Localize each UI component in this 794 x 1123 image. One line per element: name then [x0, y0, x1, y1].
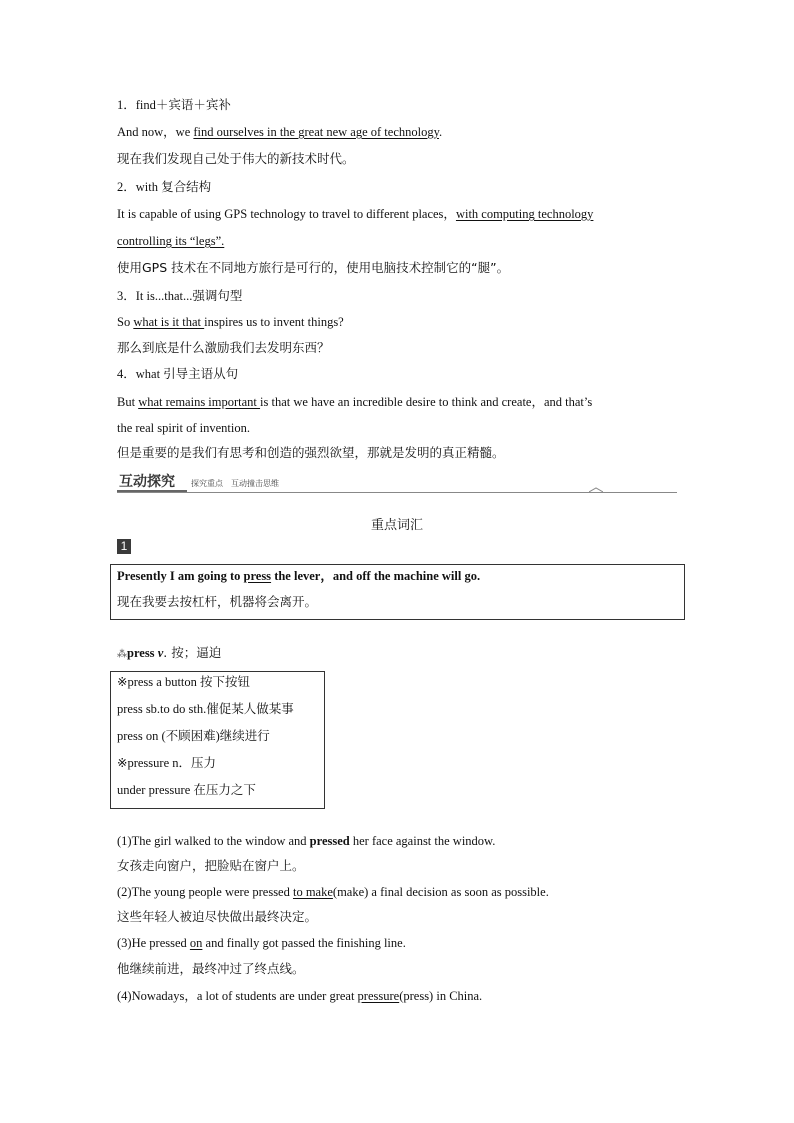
- underlined-answer: controlling its “legs”.: [117, 234, 225, 248]
- banner-subtitle: 探究重点 互动撞击思维: [191, 479, 279, 488]
- example-what-zh: 但是重要的是我们有思考和创造的强烈欲望，那就是发明的真正精髓。: [117, 445, 505, 460]
- banner-title: 互动探究: [119, 474, 175, 490]
- example-sentence-zh: 现在我要去按杠杆，机器将会离开。: [117, 594, 318, 609]
- bold-answer: pressed: [309, 834, 350, 848]
- example-sentence-en: [117, 568, 480, 584]
- text: .: [439, 125, 443, 139]
- example-with-en: [117, 206, 593, 222]
- text: (3)He pressed: [117, 936, 190, 950]
- headword: press: [127, 646, 155, 660]
- underlined-answer: pressure: [357, 989, 400, 1003]
- vocab-title: 重点词汇: [370, 518, 423, 533]
- banner-notch-icon: [589, 487, 603, 495]
- text: inspires us to invent things?: [204, 315, 344, 329]
- text: (4)Nowadays，a lot of students are under great: [117, 989, 358, 1003]
- text: and finally got passed the finishing line.: [202, 936, 406, 950]
- heading-what-clause: 4．what 引导主语从句: [117, 367, 239, 381]
- underlined-answer: what remains important: [138, 395, 261, 409]
- exercise-4: [117, 988, 482, 1004]
- exercise-3: [117, 935, 406, 951]
- text: (make) a final decision as soon as possible.: [332, 885, 549, 899]
- text: It is capable of using GPS technology to travel to different places，: [117, 207, 456, 221]
- text: (press) in China.: [399, 989, 483, 1003]
- text: is that we have an incredible desire to think and create，and that’s: [260, 395, 593, 409]
- word-entry: [117, 645, 221, 663]
- underlined-answer: find ourselves in the great new age of technology: [193, 125, 440, 139]
- exercise-1: [117, 833, 495, 849]
- underlined-word: press: [243, 569, 272, 583]
- example-what-en-line2: the real spirit of invention.: [117, 421, 250, 435]
- text: her face against the window.: [349, 834, 496, 848]
- example-find-zh: 现在我们发现自己处于伟大的新技术时代。: [117, 151, 355, 166]
- example-it-is-en: [117, 314, 344, 330]
- exercise-3-zh: 他继续前进，最终冲过了终点线。: [117, 961, 305, 976]
- heading-find: 1．find＋宾语＋宾补: [117, 98, 231, 112]
- text: And now，we: [117, 125, 194, 139]
- underlined-answer: with computing technology: [455, 207, 594, 221]
- heading-it-is-that: 3．It is...that...强调句型: [117, 289, 243, 303]
- exercise-2-zh: 这些年轻人被迫尽快做出最终决定。: [117, 909, 318, 924]
- example-with-zh: 使用GPS 技术在不同地方旅行是可行的，使用电脑技术控制它的“腿”。: [117, 260, 510, 275]
- example-what-en: [117, 394, 592, 410]
- example-with-en-line2: [117, 233, 224, 249]
- example-it-is-zh: 那么到底是什么激励我们去发明东西？: [117, 340, 330, 355]
- underlined-answer: on: [189, 936, 203, 950]
- phrase-line: press on (不顾困难)继续进行: [117, 729, 270, 743]
- part-of-speech: v: [154, 646, 164, 660]
- section-banner: [117, 471, 677, 495]
- phrase-line: ※press a button 按下按钮: [117, 675, 251, 689]
- underlined-answer: to make: [292, 885, 333, 899]
- item-number-badge: 1: [117, 539, 131, 554]
- word-mark-icon: ⁂: [117, 649, 127, 660]
- text: the lever，and off the machine will go.: [271, 569, 481, 583]
- phrase-box: [110, 671, 325, 809]
- text: So: [117, 315, 134, 329]
- text: (2)The young people were pressed: [117, 885, 293, 899]
- exercise-1-zh: 女孩走向窗户，把脸贴在窗户上。: [117, 858, 305, 873]
- phrase-line: press sb.to do sth.催促某人做某事: [117, 702, 294, 716]
- text: (1)The girl walked to the window and: [117, 834, 310, 848]
- example-find-en: [117, 124, 442, 140]
- text: But: [117, 395, 139, 409]
- text: Presently I am going to: [117, 569, 244, 583]
- example-box: [110, 564, 685, 620]
- word-meaning: . 按；逼迫: [163, 645, 222, 660]
- heading-with: 2．with 复合结构: [117, 180, 212, 194]
- underlined-answer: what is it that: [133, 315, 205, 329]
- phrase-line: under pressure 在压力之下: [117, 783, 256, 797]
- phrase-line: ※pressure n．压力: [117, 756, 216, 770]
- exercise-2: [117, 884, 549, 900]
